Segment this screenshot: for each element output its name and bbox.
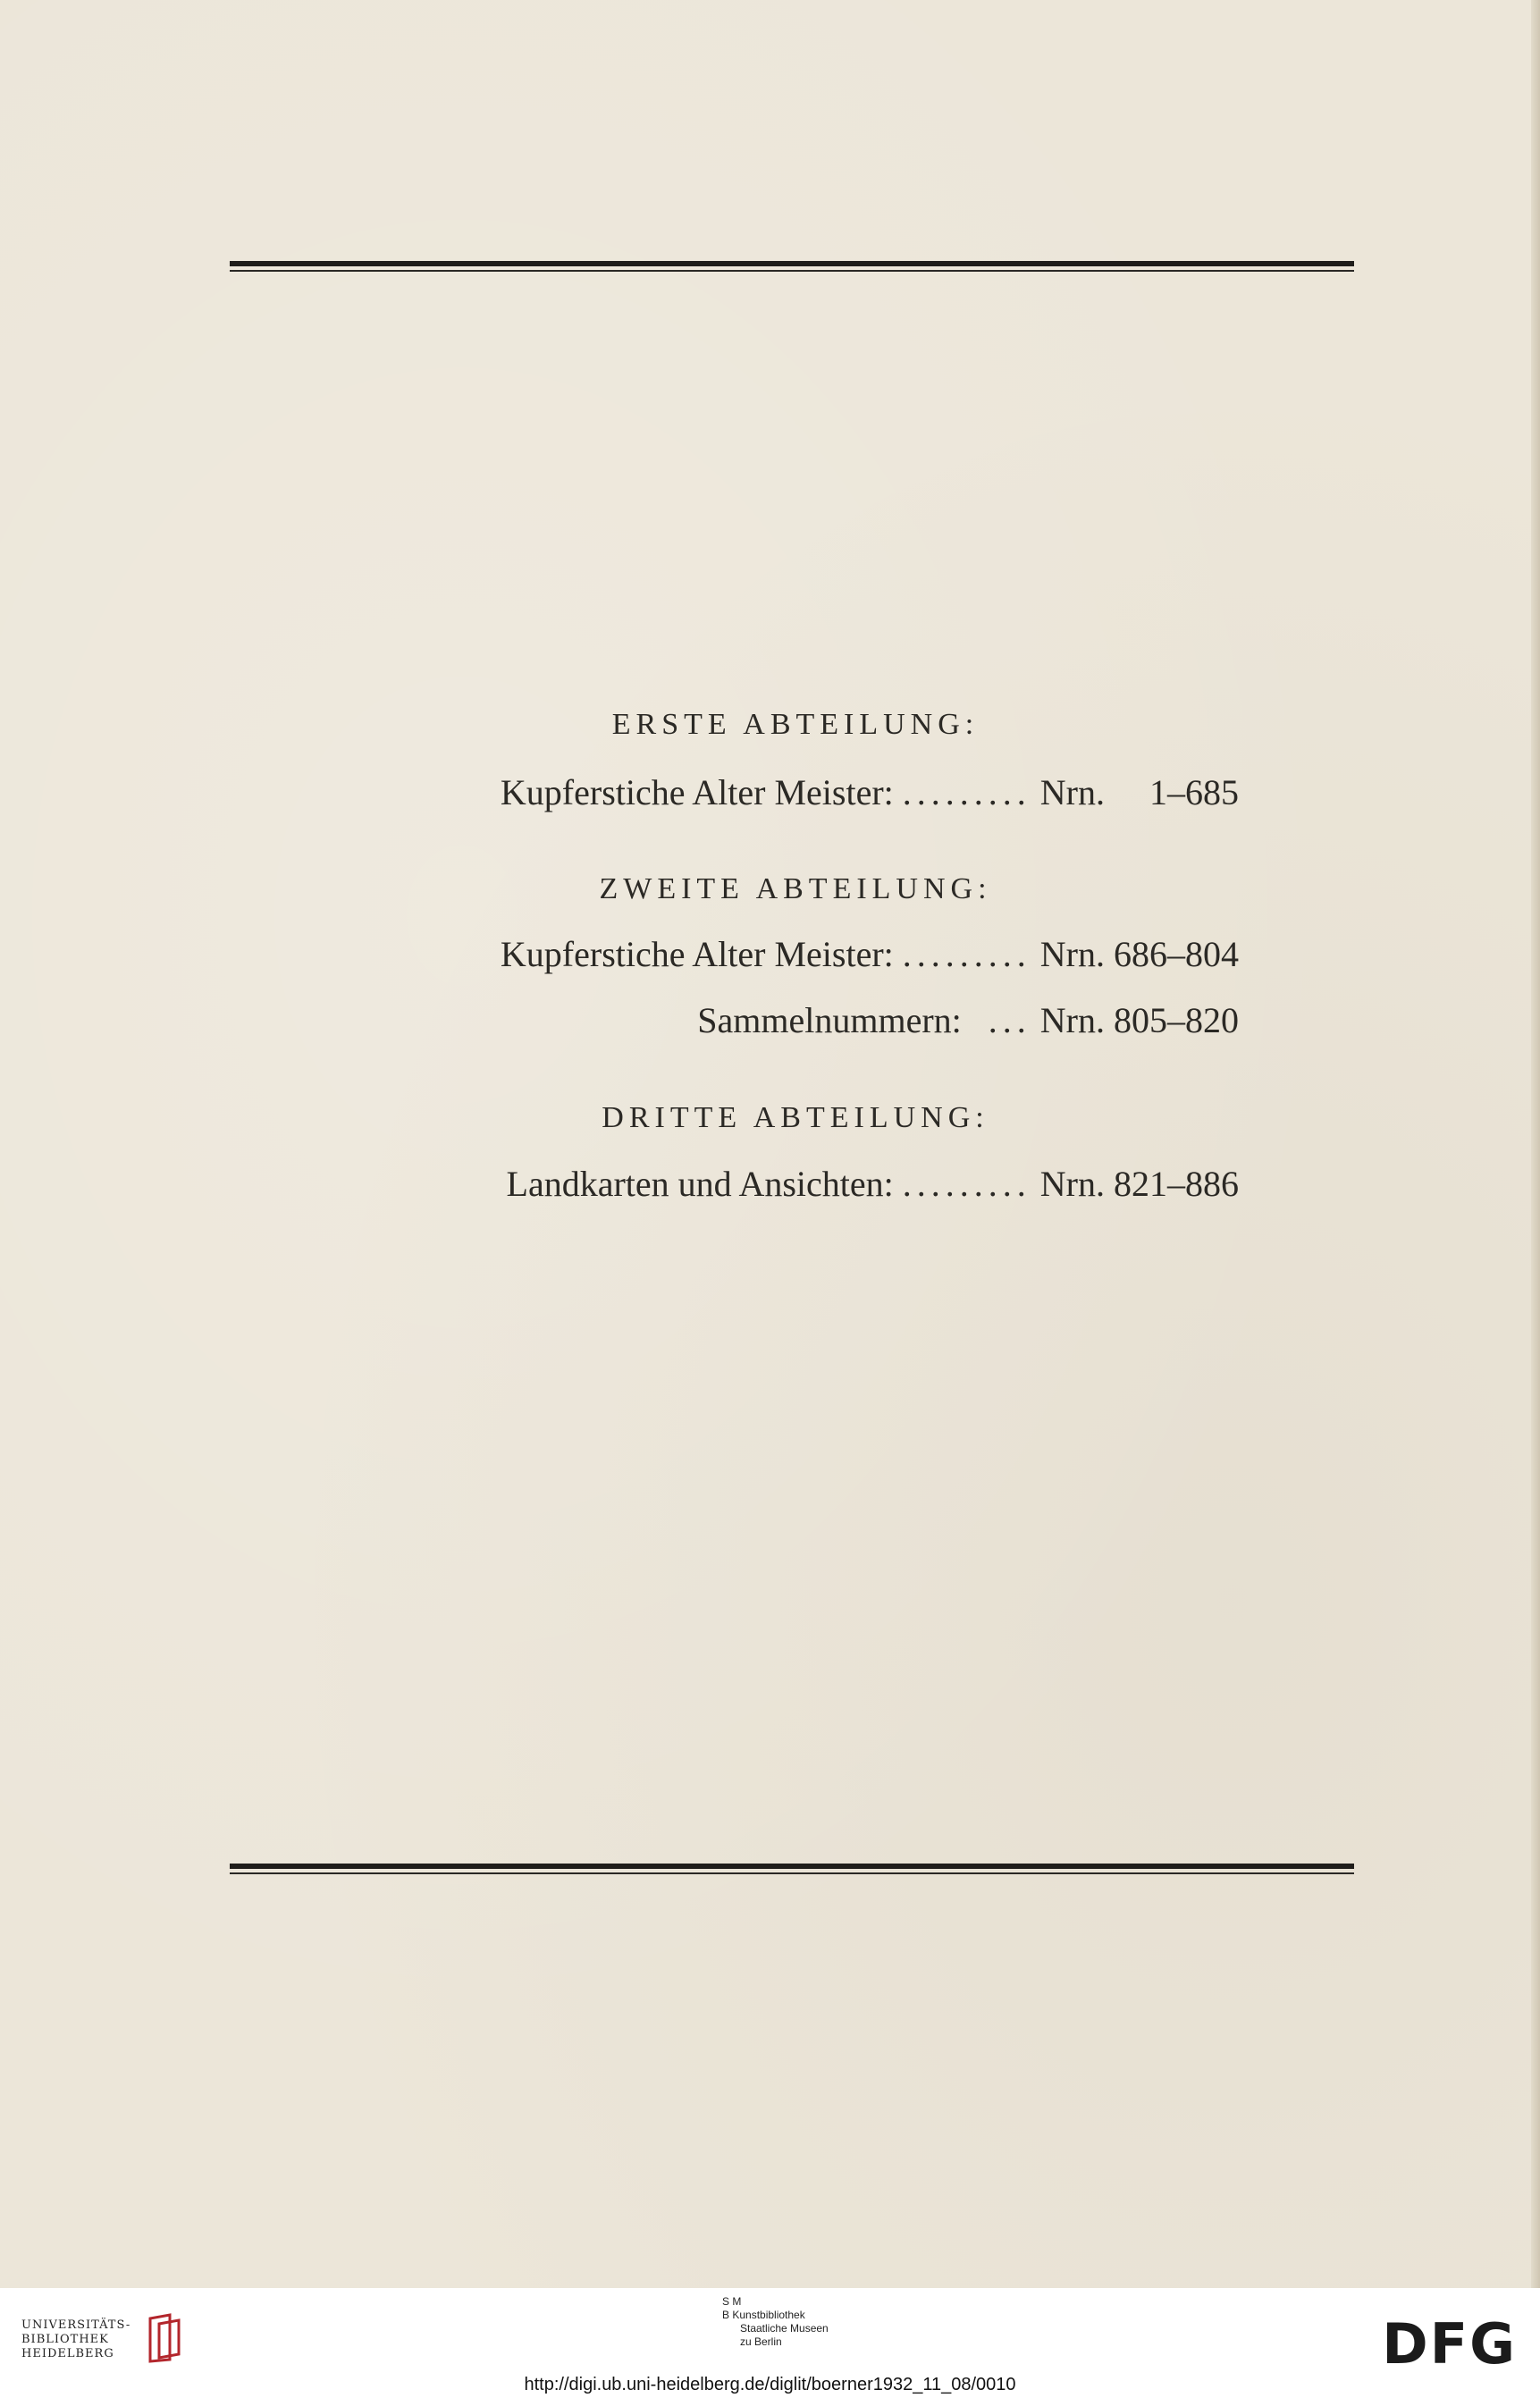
entry-leader-dots: ......... <box>902 934 1031 974</box>
section-heading-dritte: DRITTE ABTEILUNG: <box>602 1101 989 1134</box>
entry-leader-dots: ......... <box>902 1164 1031 1204</box>
entry-prefix: Nrn. <box>1039 1000 1105 1040</box>
entry-label: Kupferstiche Alter Meister: <box>500 934 894 974</box>
permalink-url[interactable]: http://digi.ub.uni-heidelberg.de/diglit/boerner1932_11_08/0010 <box>524 2375 1016 2394</box>
university-library-logo <box>21 2318 130 2361</box>
library-line: HEIDELBERG <box>21 2347 114 2360</box>
stamp-line: S M <box>722 2295 742 2308</box>
entry-erste-kupferstiche <box>501 771 1239 813</box>
entry-prefix: Nrn. <box>1039 772 1105 812</box>
stamp-line: B Kunstbibliothek <box>722 2309 805 2321</box>
entry-zweite-kupferstiche <box>501 933 1239 975</box>
digitization-footer <box>0 2288 1540 2398</box>
entry-leader-dots: ... <box>988 1000 1031 1040</box>
entry-label: Kupferstiche Alter Meister: <box>500 772 894 812</box>
section-heading-zweite: ZWEITE ABTEILUNG: <box>599 872 992 905</box>
section-heading-erste: ERSTE ABTEILUNG: <box>611 708 980 741</box>
museum-stamp <box>722 2295 829 2349</box>
top-double-rule <box>230 261 1354 272</box>
stamp-line: Staatliche Museen <box>740 2322 829 2335</box>
library-line: UNIVERSITÄTS- <box>21 2318 131 2332</box>
entry-dritte-landkarten <box>507 1163 1239 1205</box>
bottom-double-rule <box>230 1864 1354 1874</box>
entry-label: Sammelnummern: <box>697 1000 962 1040</box>
entry-label: Landkarten und Ansichten: <box>506 1164 894 1204</box>
entry-range: 821–886 <box>1114 1164 1239 1204</box>
library-line: BIBLIOTHEK <box>21 2333 109 2346</box>
library-emblem-icon <box>143 2313 188 2363</box>
dfg-logo: DFG <box>1382 2311 1517 2377</box>
entry-range: 805–820 <box>1114 1000 1239 1040</box>
entry-zweite-sammelnummern <box>697 999 1239 1041</box>
entry-range: 686–804 <box>1114 934 1239 974</box>
entry-prefix: Nrn. <box>1039 934 1105 974</box>
entry-range: 1–685 <box>1149 772 1239 812</box>
page-edge <box>1531 0 1540 2288</box>
entry-leader-dots: ......... <box>902 772 1031 812</box>
entry-prefix: Nrn. <box>1039 1164 1105 1204</box>
stamp-line: zu Berlin <box>740 2335 782 2348</box>
